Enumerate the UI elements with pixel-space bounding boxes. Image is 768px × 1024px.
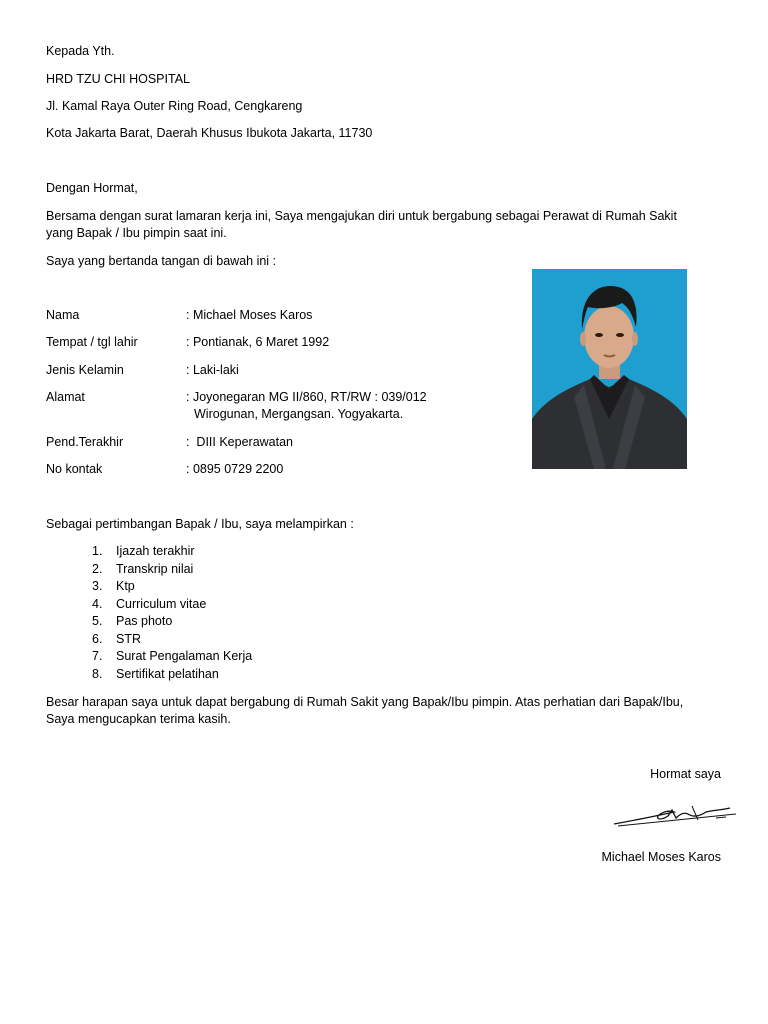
list-item-number: 4.	[92, 596, 103, 611]
list-item-number: 7.	[92, 649, 103, 663]
address-label: Alamat	[46, 390, 85, 404]
contact-label: No kontak	[46, 462, 103, 476]
salutation: Dengan Hormat,	[46, 181, 138, 195]
list-item-number: 8.	[92, 666, 103, 681]
list-item-number: 5.	[92, 614, 103, 628]
gender-value: : Laki-laki	[186, 363, 239, 377]
education-value: : DIII Keperawatan	[186, 435, 294, 449]
list-item	[92, 648, 252, 666]
name-value: : Michael Moses Karos	[186, 308, 313, 322]
address-line-2: Kota Jakarta Barat, Daerah Khusus Ibukota Jakarta, 11730	[46, 126, 373, 140]
gender-label: Jenis Kelamin	[46, 363, 124, 377]
signer-name: Michael Moses Karos	[601, 850, 721, 864]
list-item-number: 6.	[92, 631, 103, 646]
list-item-text: Ktp	[116, 579, 135, 593]
address-value-line-1: : Joyonegaran MG II/860, RT/RW : 039/012	[186, 390, 427, 404]
list-item	[92, 666, 252, 684]
closing-paragraph: Besar harapan saya untuk dapat bergabung di Rumah Sakit yang Bapak/Ibu pimpin. Atas perhatian dari Bapak/Ibu, Saya mengucapkan terima kasih.	[46, 695, 684, 726]
list-item-text: Sertifikat pelatihan	[116, 666, 219, 681]
list-item	[92, 578, 252, 596]
address-value	[186, 389, 427, 423]
address-line-1: Jl. Kamal Raya Outer Ring Road, Cengkareng	[46, 99, 303, 113]
list-item	[92, 543, 252, 561]
address-value-line-2: Wirogunan, Mergangsan. Yogyakarta.	[194, 407, 404, 421]
greeting-to: Kepada Yth.	[46, 44, 115, 58]
attachments-list	[92, 543, 252, 683]
list-item-number: 1.	[92, 544, 103, 558]
sign-off: Hormat saya	[650, 767, 721, 781]
signature-image	[596, 798, 756, 830]
applicant-photo	[532, 269, 687, 469]
intro-paragraph: Bersama dengan surat lamaran kerja ini, Saya mengajukan diri untuk bergabung sebagai Perawat di Rumah Sakit yang Bapak / Ibu pimpin saat ini.	[46, 209, 677, 240]
name-label: Nama	[46, 308, 80, 322]
list-item-text: Curriculum vitae	[116, 596, 207, 611]
birth-value: : Pontianak, 6 Maret 1992	[186, 335, 330, 349]
contact-value: : 0895 0729 2200	[186, 462, 284, 476]
attachments-intro: Sebagai pertimbangan Bapak / Ibu, saya melampirkan :	[46, 517, 354, 531]
list-item-number: 2.	[92, 561, 103, 576]
list-item	[92, 561, 252, 579]
list-item-text: Surat Pengalaman Kerja	[116, 649, 253, 663]
list-item	[92, 613, 252, 631]
list-item-text: Pas photo	[116, 614, 173, 628]
list-item	[92, 631, 252, 649]
recipient: HRD TZU CHI HOSPITAL	[46, 72, 190, 86]
list-item-text: Ijazah terakhir	[116, 544, 195, 558]
list-item-number: 3.	[92, 579, 103, 593]
undersigned-line: Saya yang bertanda tangan di bawah ini :	[46, 254, 277, 268]
applicant-photo-illustration	[532, 269, 687, 469]
list-item	[92, 596, 252, 614]
education-label: Pend.Terakhir	[46, 435, 124, 449]
list-item-text: STR	[116, 631, 141, 646]
list-item-text: Transkrip nilai	[116, 561, 194, 576]
birth-label: Tempat / tgl lahir	[46, 335, 138, 349]
